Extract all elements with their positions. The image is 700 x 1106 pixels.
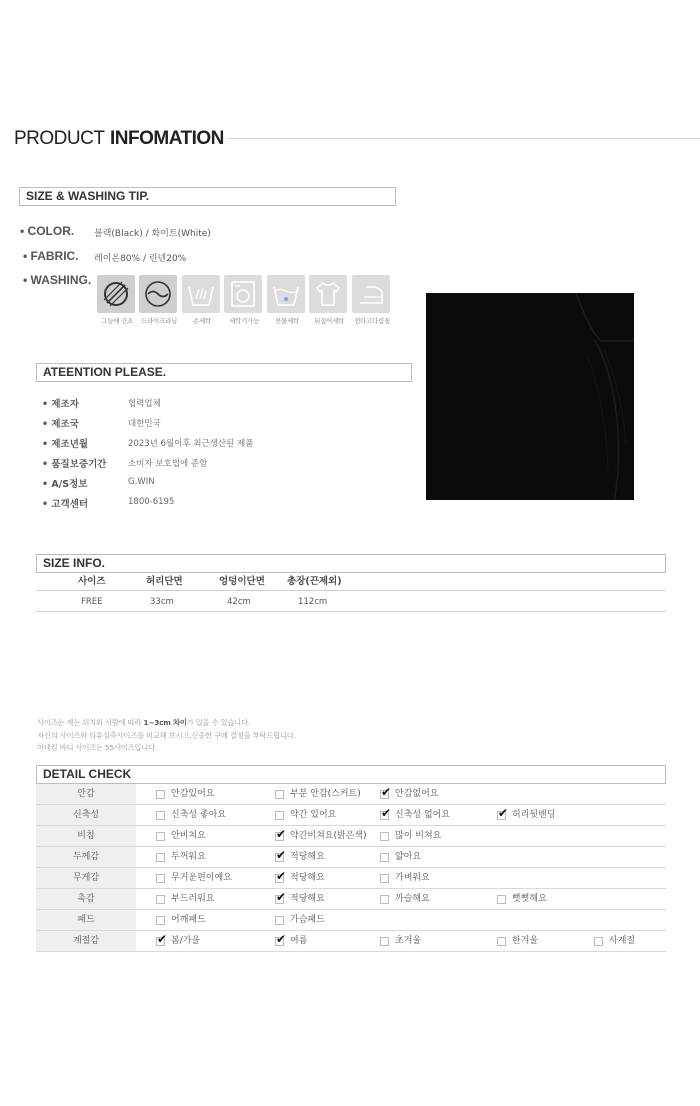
info-label: • 제조자 [42,399,79,410]
detail-label: 무게감 [36,868,136,888]
color-value: 블랙(Black) / 화이트(White) [94,229,211,239]
size-note-text: 가 있을 수 있습니다. [186,718,251,727]
size-info-title: SIZE INFO. [36,554,666,573]
detail-row [36,847,666,868]
wash-label: 그늘에 건조 [101,317,133,325]
size-cell: 33cm [150,597,174,607]
checkbox-checked[interactable] [275,853,284,862]
wash-label: 찬물세탁 [275,317,299,325]
checkbox-checked[interactable] [275,937,284,946]
checkbox-checked[interactable] [156,937,165,946]
info-value: 1800-6195 [128,497,175,507]
option-text: 안비쳐요 [171,831,206,841]
option-text: 뻣뻣해요 [512,894,547,904]
wash-label: 드라이크리닝 [141,317,177,325]
checkbox[interactable] [275,916,284,925]
option-text: 신축성 좋아요 [171,810,227,820]
info-label: • 제조국 [42,419,79,430]
detail-row [36,805,666,826]
size-note [37,718,250,728]
info-label: • 품질보증기간 [42,459,107,470]
wash-label: 전다고다림질 [354,317,390,325]
detail-label: 패드 [36,910,136,930]
detail-label: 안감 [36,784,136,804]
option-text: 약간 있어요 [290,810,337,820]
checkbox[interactable] [156,811,165,820]
page-title-bold: INFOMATION [110,128,224,149]
attention-title: ATEENTION PLEASE. [36,363,412,382]
option-text: 안감있어요 [171,789,215,799]
info-label: • 제조년월 [42,439,89,450]
checkbox[interactable] [275,811,284,820]
option-text: 두꺼워요 [171,852,206,862]
checkbox-checked[interactable] [497,811,506,820]
checkbox-checked[interactable] [380,811,389,820]
checkbox[interactable] [156,895,165,904]
shade-dry-icon [97,275,135,313]
info-value: 소비자 보호법에 준함 [128,459,208,469]
option-text: 약간비쳐요(밝은색) [290,831,367,841]
cold-wash-icon [267,275,305,313]
product-photo [426,293,634,500]
detail-row [36,910,666,931]
option-text: 여름 [290,936,308,946]
size-header: 엉덩이단면 [219,576,265,587]
header-divider [228,138,700,139]
checkbox[interactable] [594,937,603,946]
product-information-header [14,126,700,150]
hand-wash-icon [182,275,220,313]
detail-check-title: DETAIL CHECK [36,765,666,784]
detail-label: 계절감 [36,931,136,951]
option-text: 신축성 없어요 [395,810,451,820]
fabric-label: • FABRIC. [23,249,79,263]
detail-row [36,868,666,889]
size-note: 마네킹 바디 사이즈는 55사이즈입니다. [37,743,158,752]
size-cell: 42cm [227,597,251,607]
checkbox-checked[interactable] [275,874,284,883]
size-washing-title: SIZE & WASHING TIP. [19,187,396,206]
checkbox[interactable] [156,916,165,925]
size-cell: FREE [81,597,103,607]
fabric-value: 레이온80% / 린넨20% [94,254,187,264]
checkbox[interactable] [380,895,389,904]
detail-row [36,889,666,910]
checkbox[interactable] [497,937,506,946]
wash-label: 뒤집어세탁 [314,317,344,325]
option-text: 한겨울 [512,936,539,946]
inside-out-wash-icon [309,275,347,313]
washing-machine-icon [224,275,262,313]
size-divider [36,590,666,591]
option-text: 부분 안감(스커트) [290,789,361,799]
option-text: 가벼워요 [395,873,430,883]
checkbox[interactable] [156,874,165,883]
option-text: 어깨패드 [171,915,206,925]
page-title [14,126,224,151]
wash-label: 세탁기가능 [229,317,259,325]
checkbox-checked[interactable] [275,832,284,841]
size-note: 자신의 사이즈와 의류실측사이즈를 비교해 보시고,신중한 구매 결정을 부탁드립니다. [37,731,296,740]
color-label: • COLOR. [20,224,75,238]
option-text: 봄/가을 [171,936,201,946]
size-cell: 112cm [298,597,328,607]
size-header: 총장(끈제외) [287,576,342,587]
info-label: • A/S정보 [42,479,88,490]
info-label: • 고객센터 [42,499,89,510]
info-value: G.WIN [128,477,155,487]
checkbox[interactable] [380,874,389,883]
checkbox[interactable] [380,832,389,841]
info-value: 2023년 6월이후 최근생산된 제품 [128,439,254,449]
washing-label: • WASHING. [23,273,92,287]
option-text: 적당해요 [290,873,325,883]
iron-icon [352,275,390,313]
checkbox[interactable] [380,853,389,862]
checkbox[interactable] [497,895,506,904]
option-text: 부드러워요 [171,894,215,904]
wash-label: 손세탁 [193,317,211,325]
checkbox-checked[interactable] [275,895,284,904]
checkbox[interactable] [156,790,165,799]
option-text: 사계절 [609,936,636,946]
detail-row [36,826,666,847]
detail-label: 비침 [36,826,136,846]
option-text: 얇아요 [395,852,422,862]
option-text: 초겨울 [395,936,422,946]
detail-label: 촉감 [36,889,136,909]
detail-label: 두께감 [36,847,136,867]
info-value: 협력업체 [128,399,161,409]
size-note-text: 사이즈는 재는 위치와 사람에 따라 [37,718,144,727]
info-value: 대한민국 [128,419,161,429]
option-text: 적당해요 [290,852,325,862]
dry-clean-icon [139,275,177,313]
detail-row [36,784,666,805]
detail-row [36,931,666,952]
page-title-thin: PRODUCT [14,128,105,149]
checkbox[interactable] [380,937,389,946]
size-header: 사이즈 [78,576,106,587]
option-text: 허리뒷밴딩 [512,810,556,820]
checkbox[interactable] [156,832,165,841]
checkbox-checked[interactable] [380,790,389,799]
option-text: 무거운편이예요 [171,873,232,883]
option-text: 적당해요 [290,894,325,904]
size-divider [36,611,666,612]
checkbox[interactable] [275,790,284,799]
option-text: 가슴패드 [290,915,325,925]
detail-label: 신축성 [36,805,136,825]
option-text: 까슬해요 [395,894,430,904]
option-text: 많이 비쳐요 [395,831,442,841]
option-text: 안감없어요 [395,789,439,799]
checkbox[interactable] [156,853,165,862]
size-header: 허리단면 [146,576,183,587]
size-note-highlight: 1~3cm 차이 [143,718,187,727]
